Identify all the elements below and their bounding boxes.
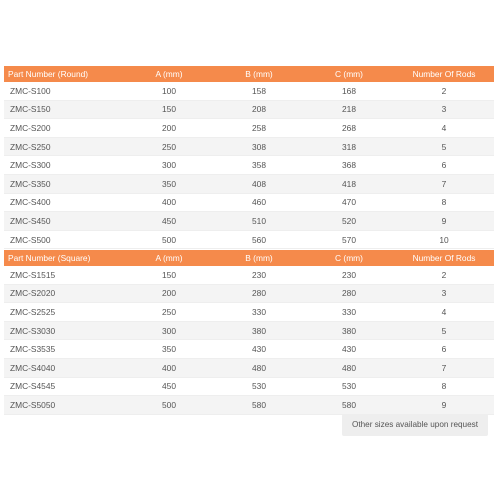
c-cell: 520	[304, 212, 394, 231]
rods-cell: 5	[394, 137, 494, 156]
rods-cell: 8	[394, 193, 494, 212]
round-parts-table	[4, 66, 494, 249]
header-part-number: Part Number (Square)	[4, 250, 124, 266]
part-number-cell: ZMC-S150	[4, 100, 124, 119]
part-number-cell: ZMC-S100	[4, 82, 124, 100]
table-row	[4, 321, 494, 340]
part-number-cell: ZMC-S350	[4, 174, 124, 193]
table-row	[4, 119, 494, 138]
part-number-cell: ZMC-S500	[4, 230, 124, 249]
c-cell: 570	[304, 230, 394, 249]
rods-cell: 6	[394, 156, 494, 175]
b-cell: 530	[214, 377, 304, 396]
header-b: B (mm)	[214, 66, 304, 82]
c-cell: 418	[304, 174, 394, 193]
rods-cell: 2	[394, 266, 494, 284]
rods-cell: 4	[394, 303, 494, 322]
part-number-cell: ZMC-S3030	[4, 321, 124, 340]
part-number-cell: ZMC-S300	[4, 156, 124, 175]
a-cell: 250	[124, 137, 214, 156]
part-number-cell: ZMC-S450	[4, 212, 124, 231]
round-table-body	[4, 82, 494, 249]
b-cell: 460	[214, 193, 304, 212]
rods-cell: 3	[394, 284, 494, 303]
b-cell: 480	[214, 358, 304, 377]
table-row	[4, 230, 494, 249]
c-cell: 168	[304, 82, 394, 100]
c-cell: 480	[304, 358, 394, 377]
header-b: B (mm)	[214, 250, 304, 266]
a-cell: 300	[124, 156, 214, 175]
part-number-cell: ZMC-S3535	[4, 340, 124, 359]
c-cell: 430	[304, 340, 394, 359]
a-cell: 400	[124, 193, 214, 212]
table-row	[4, 174, 494, 193]
b-cell: 330	[214, 303, 304, 322]
table-row	[4, 340, 494, 359]
part-number-cell: ZMC-S400	[4, 193, 124, 212]
b-cell: 208	[214, 100, 304, 119]
a-cell: 450	[124, 377, 214, 396]
square-parts-table	[4, 250, 494, 415]
rods-cell: 6	[394, 340, 494, 359]
b-cell: 380	[214, 321, 304, 340]
c-cell: 318	[304, 137, 394, 156]
rods-cell: 8	[394, 377, 494, 396]
header-number-of-rods: Number Of Rods	[394, 250, 494, 266]
table-row	[4, 137, 494, 156]
c-cell: 218	[304, 100, 394, 119]
square-table-header	[4, 250, 494, 266]
c-cell: 368	[304, 156, 394, 175]
a-cell: 300	[124, 321, 214, 340]
rods-cell: 7	[394, 358, 494, 377]
a-cell: 150	[124, 100, 214, 119]
part-number-cell: ZMC-S200	[4, 119, 124, 138]
header-c: C (mm)	[304, 250, 394, 266]
part-number-cell: ZMC-S5050	[4, 396, 124, 415]
table-row	[4, 82, 494, 100]
table-row	[4, 212, 494, 231]
part-number-cell: ZMC-S4545	[4, 377, 124, 396]
a-cell: 200	[124, 284, 214, 303]
table-row	[4, 303, 494, 322]
header-number-of-rods: Number Of Rods	[394, 66, 494, 82]
table-row	[4, 377, 494, 396]
b-cell: 230	[214, 266, 304, 284]
table-row	[4, 156, 494, 175]
a-cell: 500	[124, 230, 214, 249]
c-cell: 380	[304, 321, 394, 340]
rods-cell: 7	[394, 174, 494, 193]
c-cell: 330	[304, 303, 394, 322]
part-number-cell: ZMC-S1515	[4, 266, 124, 284]
b-cell: 510	[214, 212, 304, 231]
header-c: C (mm)	[304, 66, 394, 82]
a-cell: 500	[124, 396, 214, 415]
table-row	[4, 100, 494, 119]
a-cell: 150	[124, 266, 214, 284]
a-cell: 350	[124, 340, 214, 359]
table-row	[4, 284, 494, 303]
a-cell: 450	[124, 212, 214, 231]
a-cell: 250	[124, 303, 214, 322]
b-cell: 308	[214, 137, 304, 156]
part-number-cell: ZMC-S2525	[4, 303, 124, 322]
b-cell: 358	[214, 156, 304, 175]
part-number-cell: ZMC-S2020	[4, 284, 124, 303]
rods-cell: 5	[394, 321, 494, 340]
c-cell: 530	[304, 377, 394, 396]
rods-cell: 9	[394, 396, 494, 415]
other-sizes-note: Other sizes available upon request	[342, 414, 488, 436]
header-a: A (mm)	[124, 66, 214, 82]
table-row	[4, 193, 494, 212]
part-number-cell: ZMC-S4040	[4, 358, 124, 377]
b-cell: 280	[214, 284, 304, 303]
rods-cell: 9	[394, 212, 494, 231]
table-row	[4, 266, 494, 284]
b-cell: 158	[214, 82, 304, 100]
c-cell: 268	[304, 119, 394, 138]
rods-cell: 3	[394, 100, 494, 119]
rods-cell: 10	[394, 230, 494, 249]
a-cell: 400	[124, 358, 214, 377]
square-table-body	[4, 266, 494, 414]
table-row	[4, 396, 494, 415]
round-table-header	[4, 66, 494, 82]
c-cell: 280	[304, 284, 394, 303]
header-a: A (mm)	[124, 250, 214, 266]
rods-cell: 4	[394, 119, 494, 138]
part-number-cell: ZMC-S250	[4, 137, 124, 156]
b-cell: 258	[214, 119, 304, 138]
b-cell: 430	[214, 340, 304, 359]
a-cell: 100	[124, 82, 214, 100]
b-cell: 560	[214, 230, 304, 249]
b-cell: 408	[214, 174, 304, 193]
c-cell: 470	[304, 193, 394, 212]
c-cell: 230	[304, 266, 394, 284]
table-row	[4, 358, 494, 377]
a-cell: 200	[124, 119, 214, 138]
header-part-number: Part Number (Round)	[4, 66, 124, 82]
rods-cell: 2	[394, 82, 494, 100]
b-cell: 580	[214, 396, 304, 415]
c-cell: 580	[304, 396, 394, 415]
a-cell: 350	[124, 174, 214, 193]
